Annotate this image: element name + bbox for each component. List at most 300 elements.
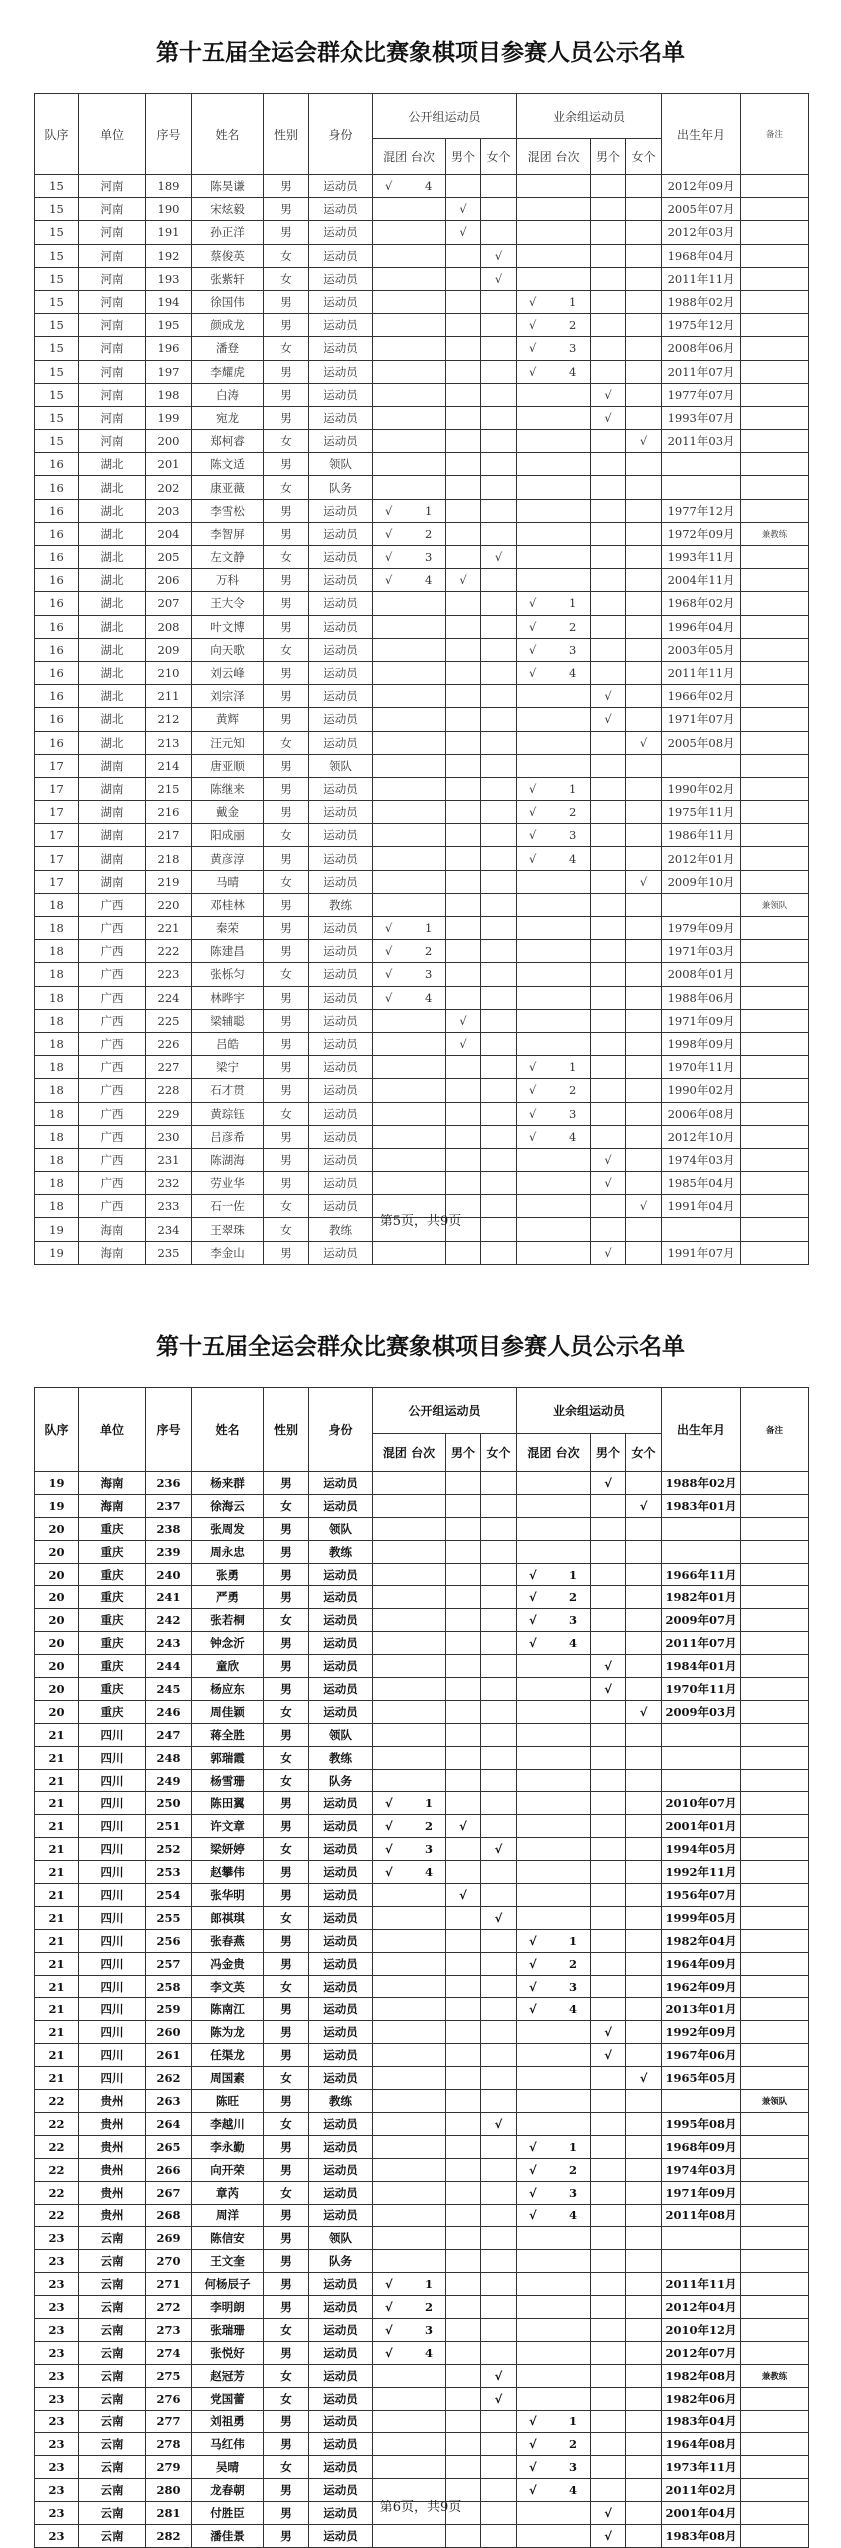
gender-cell: 女: [264, 2456, 309, 2479]
check-mark: √: [529, 781, 537, 796]
seq-cell: 243: [146, 1632, 192, 1655]
check-mark: √: [385, 2300, 393, 2314]
amateur-women-cell: [626, 1884, 662, 1907]
name-cell: 孙正洋: [192, 221, 264, 244]
remark-cell: [741, 1079, 809, 1102]
amateur-women-cell: [626, 2387, 662, 2410]
remark-cell: [741, 1609, 809, 1632]
seq-cell: 217: [146, 824, 192, 847]
amateur-men-cell: [591, 1609, 626, 1632]
birth-cell: 1966年02月: [662, 685, 741, 708]
role-cell: 运动员: [309, 1009, 373, 1032]
seq-cell: 281: [146, 2502, 192, 2525]
open-men-cell: [446, 2456, 481, 2479]
amateur-mixed-cell: [517, 546, 591, 569]
remark-cell: [741, 1975, 809, 1998]
table-row: [35, 1884, 809, 1907]
team-no-cell: 16: [35, 685, 79, 708]
gender-cell: 男: [264, 314, 309, 337]
team-no-cell: 23: [35, 2364, 79, 2387]
gender-cell: 男: [264, 499, 309, 522]
board-number: 4: [569, 1636, 578, 1651]
open-women-cell: [481, 2341, 517, 2364]
seq-cell: 203: [146, 499, 192, 522]
table-row: [35, 1032, 809, 1055]
name-cell: 刘祖勇: [192, 2410, 264, 2433]
amateur-mixed-cell: [517, 2227, 591, 2250]
amateur-men-cell: [591, 337, 626, 360]
gender-cell: 女: [264, 1975, 309, 1998]
amateur-women-cell: [626, 499, 662, 522]
table-row: [35, 1009, 809, 1032]
board-number: 2: [569, 1083, 577, 1098]
amateur-men-cell: [591, 1563, 626, 1586]
amateur-men-cell: [591, 1586, 626, 1609]
amateur-women-cell: [626, 963, 662, 986]
amateur-women-cell: [626, 337, 662, 360]
team-no-cell: 23: [35, 2387, 79, 2410]
gender-cell: 男: [264, 2250, 309, 2273]
seq-cell: 274: [146, 2341, 192, 2364]
unit-cell: 广西: [79, 986, 146, 1009]
check-mark: √: [385, 573, 393, 588]
name-cell: 康亚薇: [192, 476, 264, 499]
role-cell: 运动员: [309, 221, 373, 244]
amateur-mixed-cell: [517, 986, 591, 1009]
amateur-mixed-cell: [517, 2364, 591, 2387]
open-men-cell: [446, 2090, 481, 2113]
role-cell: 运动员: [309, 2524, 373, 2547]
open-men-cell: [446, 917, 481, 940]
amateur-men-cell: [591, 2158, 626, 2181]
amateur-men-cell: [591, 754, 626, 777]
role-cell: 运动员: [309, 244, 373, 267]
open-mixed-cell: [373, 1815, 446, 1838]
team-no-cell: 21: [35, 1929, 79, 1952]
amateur-mixed-cell: [517, 847, 591, 870]
amateur-men-cell: [591, 986, 626, 1009]
open-mixed-cell: [373, 267, 446, 290]
unit-cell: 湖北: [79, 661, 146, 684]
amateur-men-cell: √: [591, 2524, 626, 2547]
role-cell: 运动员: [309, 1609, 373, 1632]
table-row: [35, 1792, 809, 1815]
table-row: [35, 986, 809, 1009]
amateur-men-cell: [591, 2296, 626, 2319]
role-cell: 教练: [309, 2090, 373, 2113]
amateur-men-cell: [591, 1723, 626, 1746]
seq-cell: 219: [146, 870, 192, 893]
board-number: 3: [425, 2322, 434, 2337]
amateur-women-cell: [626, 1009, 662, 1032]
amateur-men-cell: [591, 1056, 626, 1079]
amateur-mixed-cell: [517, 1609, 591, 1632]
birth-cell: [662, 754, 741, 777]
team-no-cell: 21: [35, 1861, 79, 1884]
role-cell: 运动员: [309, 314, 373, 337]
unit-cell: 河南: [79, 244, 146, 267]
header-birth: 出生年月: [662, 94, 741, 175]
amateur-mixed-cell: [517, 2181, 591, 2204]
open-mixed-cell: [373, 2387, 446, 2410]
amateur-women-cell: [626, 1586, 662, 1609]
unit-cell: 河南: [79, 198, 146, 221]
open-men-cell: [446, 2227, 481, 2250]
gender-cell: 男: [264, 175, 309, 198]
birth-cell: 1991年07月: [662, 1241, 741, 1264]
name-cell: 李耀虎: [192, 360, 264, 383]
team-no-cell: 21: [35, 1838, 79, 1861]
amateur-women-cell: [626, 754, 662, 777]
name-cell: 宛龙: [192, 406, 264, 429]
board-number: 2: [569, 318, 577, 333]
name-cell: 石一佐: [192, 1195, 264, 1218]
team-no-cell: 22: [35, 2158, 79, 2181]
gender-cell: 男: [264, 1148, 309, 1171]
header-name: 姓名: [192, 1388, 264, 1472]
open-women-cell: [481, 337, 517, 360]
role-cell: 运动员: [309, 1056, 373, 1079]
name-cell: 石才贯: [192, 1079, 264, 1102]
unit-cell: 湖南: [79, 777, 146, 800]
board-number: 4: [569, 666, 577, 681]
amateur-men-cell: [591, 476, 626, 499]
birth-cell: 1991年04月: [662, 1195, 741, 1218]
gender-cell: 女: [264, 1195, 309, 1218]
role-cell: 运动员: [309, 708, 373, 731]
check-mark: √: [529, 828, 537, 843]
seq-cell: 277: [146, 2410, 192, 2433]
amateur-women-cell: [626, 175, 662, 198]
table-row: [35, 2318, 809, 2341]
birth-cell: 1979年09月: [662, 917, 741, 940]
board-number: 3: [425, 1842, 434, 1857]
name-cell: 李金山: [192, 1241, 264, 1264]
amateur-men-cell: [591, 2364, 626, 2387]
remark-cell: [741, 940, 809, 963]
open-mixed-cell: [373, 685, 446, 708]
seq-cell: 223: [146, 963, 192, 986]
seq-cell: 236: [146, 1472, 192, 1495]
open-women-cell: [481, 1009, 517, 1032]
open-men-cell: [446, 546, 481, 569]
remark-cell: [741, 731, 809, 754]
remark-cell: [741, 546, 809, 569]
seq-cell: 280: [146, 2479, 192, 2502]
gender-cell: 女: [264, 824, 309, 847]
team-no-cell: 20: [35, 1678, 79, 1701]
open-men-cell: [446, 661, 481, 684]
open-women-cell: [481, 1586, 517, 1609]
amateur-men-cell: [591, 1815, 626, 1838]
name-cell: 龙春朝: [192, 2479, 264, 2502]
gender-cell: 男: [264, 940, 309, 963]
team-no-cell: 21: [35, 1952, 79, 1975]
birth-cell: 1988年06月: [662, 986, 741, 1009]
gender-cell: 男: [264, 1952, 309, 1975]
role-cell: 运动员: [309, 592, 373, 615]
gender-cell: 女: [264, 2112, 309, 2135]
birth-cell: 1977年07月: [662, 383, 741, 406]
name-cell: 王大令: [192, 592, 264, 615]
amateur-women-cell: [626, 1172, 662, 1195]
unit-cell: 河南: [79, 267, 146, 290]
name-cell: 吕皓: [192, 1032, 264, 1055]
open-women-cell: [481, 1655, 517, 1678]
team-no-cell: 18: [35, 1056, 79, 1079]
open-mixed-cell: [373, 2456, 446, 2479]
open-women-cell: [481, 1952, 517, 1975]
team-no-cell: 23: [35, 2296, 79, 2319]
amateur-men-cell: [591, 661, 626, 684]
open-mixed-cell: [373, 360, 446, 383]
table-row: [35, 453, 809, 476]
amateur-women-cell: [626, 661, 662, 684]
amateur-mixed-cell: [517, 963, 591, 986]
amateur-women-cell: [626, 2433, 662, 2456]
seq-cell: 211: [146, 685, 192, 708]
open-men-cell: [446, 1241, 481, 1264]
team-no-cell: 15: [35, 383, 79, 406]
board-number: 4: [569, 851, 577, 866]
amateur-men-cell: [591, 615, 626, 638]
check-mark: √: [529, 596, 537, 611]
open-men-cell: [446, 476, 481, 499]
amateur-mixed-cell: [517, 2158, 591, 2181]
amateur-mixed-cell: [517, 824, 591, 847]
amateur-women-cell: [626, 1472, 662, 1495]
table-row: [35, 1815, 809, 1838]
seq-cell: 190: [146, 198, 192, 221]
open-men-cell: [446, 337, 481, 360]
birth-cell: 1988年02月: [662, 1472, 741, 1495]
seq-cell: 244: [146, 1655, 192, 1678]
open-women-cell: √: [481, 2364, 517, 2387]
name-cell: 李永勤: [192, 2135, 264, 2158]
seq-cell: 253: [146, 1861, 192, 1884]
amateur-mixed-cell: [517, 1009, 591, 1032]
team-no-cell: 15: [35, 175, 79, 198]
amateur-women-cell: √: [626, 1195, 662, 1218]
seq-cell: 192: [146, 244, 192, 267]
seq-cell: 202: [146, 476, 192, 499]
birth-cell: 1982年04月: [662, 1929, 741, 1952]
unit-cell: 湖南: [79, 824, 146, 847]
open-women-cell: [481, 2135, 517, 2158]
birth-cell: [662, 453, 741, 476]
remark-cell: [741, 1815, 809, 1838]
gender-cell: 女: [264, 1494, 309, 1517]
unit-cell: 湖南: [79, 754, 146, 777]
amateur-men-cell: √: [591, 1148, 626, 1171]
open-mixed-cell: [373, 476, 446, 499]
amateur-women-cell: [626, 1929, 662, 1952]
open-men-cell: [446, 2112, 481, 2135]
team-no-cell: 19: [35, 1472, 79, 1495]
gender-cell: 女: [264, 546, 309, 569]
unit-cell: 广西: [79, 1056, 146, 1079]
open-women-cell: [481, 1172, 517, 1195]
check-mark: √: [529, 619, 537, 634]
amateur-women-cell: [626, 777, 662, 800]
header-team-no: 队序: [35, 94, 79, 175]
table-row: [35, 2296, 809, 2319]
check-mark: √: [529, 642, 537, 657]
open-men-cell: [446, 1148, 481, 1171]
remark-cell: [741, 615, 809, 638]
open-women-cell: [481, 1792, 517, 1815]
unit-cell: 湖北: [79, 569, 146, 592]
birth-cell: 2001年01月: [662, 1815, 741, 1838]
open-women-cell: [481, 615, 517, 638]
open-mixed-cell: [373, 1678, 446, 1701]
gender-cell: 女: [264, 244, 309, 267]
open-mixed-cell: [373, 986, 446, 1009]
check-mark: √: [529, 295, 537, 310]
role-cell: 运动员: [309, 777, 373, 800]
unit-cell: 四川: [79, 1929, 146, 1952]
amateur-men-cell: [591, 2135, 626, 2158]
name-cell: 张悦好: [192, 2341, 264, 2364]
unit-cell: 广西: [79, 1032, 146, 1055]
amateur-mixed-cell: [517, 1172, 591, 1195]
birth-cell: 1995年08月: [662, 2112, 741, 2135]
team-no-cell: 23: [35, 2479, 79, 2502]
header-open-men: 男个: [446, 1434, 481, 1472]
amateur-men-cell: [591, 1102, 626, 1125]
gender-cell: 男: [264, 847, 309, 870]
gender-cell: 男: [264, 2479, 309, 2502]
amateur-men-cell: [591, 1494, 626, 1517]
board-number: 4: [425, 2345, 434, 2360]
open-women-cell: [481, 1079, 517, 1102]
open-mixed-cell: [373, 1472, 446, 1495]
amateur-men-cell: [591, 2250, 626, 2273]
open-men-cell: [446, 1678, 481, 1701]
role-cell: 运动员: [309, 638, 373, 661]
table-row: [35, 2410, 809, 2433]
remark-cell: [741, 2158, 809, 2181]
seq-cell: 212: [146, 708, 192, 731]
open-mixed-cell: [373, 2090, 446, 2113]
unit-cell: 河南: [79, 175, 146, 198]
check-mark: √: [529, 1106, 537, 1121]
open-mixed-cell: [373, 1655, 446, 1678]
name-cell: 何杨辰子: [192, 2273, 264, 2296]
open-women-cell: [481, 708, 517, 731]
amateur-men-cell: [591, 1632, 626, 1655]
gender-cell: 女: [264, 1609, 309, 1632]
birth-cell: 2008年01月: [662, 963, 741, 986]
unit-cell: 贵州: [79, 2204, 146, 2227]
amateur-men-cell: [591, 314, 626, 337]
seq-cell: 268: [146, 2204, 192, 2227]
unit-cell: 湖北: [79, 615, 146, 638]
name-cell: 邓桂林: [192, 893, 264, 916]
remark-cell: [741, 801, 809, 824]
amateur-women-cell: [626, 1746, 662, 1769]
remark-cell: [741, 1906, 809, 1929]
open-men-cell: [446, 1769, 481, 1792]
role-cell: 运动员: [309, 1102, 373, 1125]
table-row: [35, 592, 809, 615]
board-number: 3: [569, 1979, 578, 1994]
amateur-women-cell: [626, 1838, 662, 1861]
header-name: 姓名: [192, 94, 264, 175]
open-men-cell: [446, 870, 481, 893]
birth-cell: [662, 1723, 741, 1746]
remark-cell: [741, 1472, 809, 1495]
header-am-women: 女个: [626, 139, 662, 175]
seq-cell: 218: [146, 847, 192, 870]
open-women-cell: [481, 430, 517, 453]
amateur-women-cell: [626, 2524, 662, 2547]
table-row: [35, 1723, 809, 1746]
amateur-mixed-cell: [517, 453, 591, 476]
open-mixed-cell: [373, 1494, 446, 1517]
birth-cell: 2001年04月: [662, 2502, 741, 2525]
name-cell: 徐国伟: [192, 290, 264, 313]
remark-cell: [741, 499, 809, 522]
open-women-cell: [481, 685, 517, 708]
open-women-cell: [481, 2456, 517, 2479]
amateur-mixed-cell: [517, 1723, 591, 1746]
role-cell: 运动员: [309, 1195, 373, 1218]
team-no-cell: 16: [35, 708, 79, 731]
amateur-women-cell: [626, 2341, 662, 2364]
amateur-women-cell: [626, 2135, 662, 2158]
name-cell: 严勇: [192, 1586, 264, 1609]
header-gender: 性别: [264, 1388, 309, 1472]
open-women-cell: [481, 1769, 517, 1792]
remark-cell: 兼领队: [741, 2090, 809, 2113]
role-cell: 运动员: [309, 940, 373, 963]
gender-cell: 男: [264, 1861, 309, 1884]
amateur-men-cell: [591, 592, 626, 615]
open-women-cell: [481, 1494, 517, 1517]
seq-cell: 237: [146, 1494, 192, 1517]
check-mark: √: [385, 550, 393, 565]
name-cell: 张栎匀: [192, 963, 264, 986]
seq-cell: 260: [146, 2021, 192, 2044]
table-row: [35, 1861, 809, 1884]
open-men-cell: [446, 290, 481, 313]
name-cell: 张若桐: [192, 1609, 264, 1632]
open-men-cell: [446, 1952, 481, 1975]
table-row: [35, 2273, 809, 2296]
role-cell: 运动员: [309, 569, 373, 592]
role-cell: 运动员: [309, 175, 373, 198]
table-row: [35, 615, 809, 638]
open-mixed-cell: [373, 2181, 446, 2204]
name-cell: 李越川: [192, 2112, 264, 2135]
header-open-women: 女个: [481, 139, 517, 175]
remark-cell: [741, 2341, 809, 2364]
birth-cell: 1968年09月: [662, 2135, 741, 2158]
open-mixed-cell: [373, 1056, 446, 1079]
remark-cell: [741, 1540, 809, 1563]
board-number: 1: [425, 1796, 434, 1811]
check-mark: √: [385, 990, 393, 1005]
amateur-mixed-cell: [517, 1056, 591, 1079]
table-row: [35, 1998, 809, 2021]
open-men-cell: [446, 2364, 481, 2387]
open-men-cell: [446, 1494, 481, 1517]
open-women-cell: [481, 453, 517, 476]
open-mixed-cell: [373, 801, 446, 824]
seq-cell: 189: [146, 175, 192, 198]
open-mixed-cell: [373, 2021, 446, 2044]
